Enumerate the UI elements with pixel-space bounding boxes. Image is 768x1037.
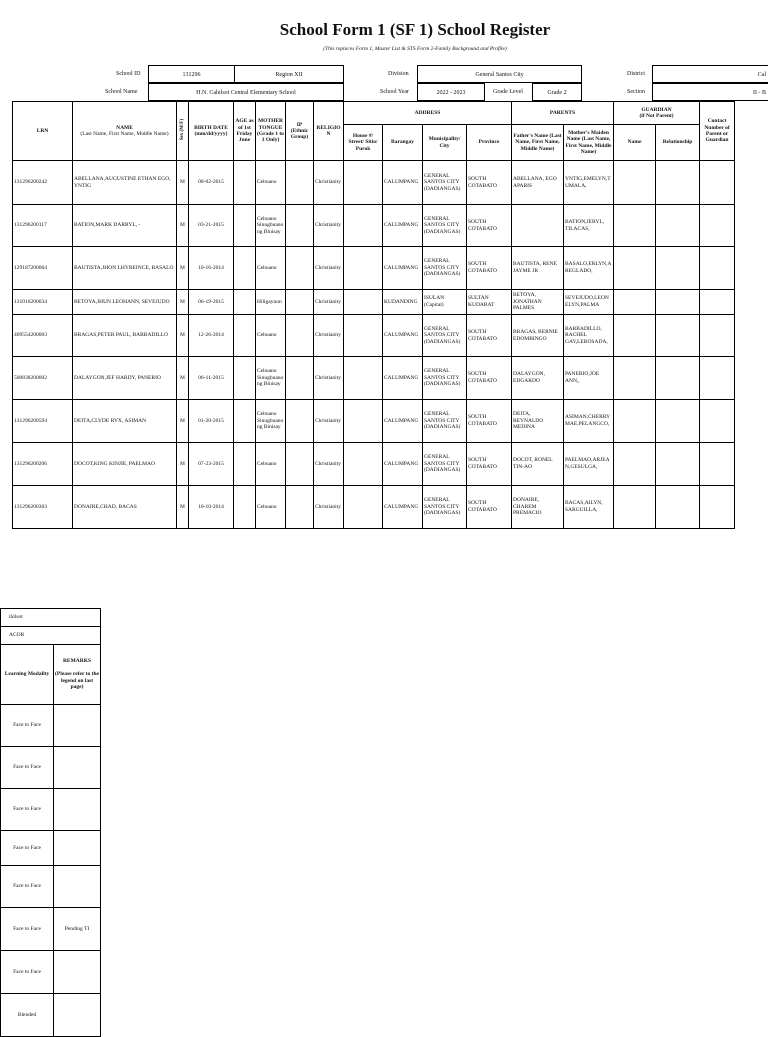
- contact-cell: [700, 443, 735, 486]
- student-row: [13, 486, 735, 529]
- birth-date-cell: 08-02-2015: [189, 161, 234, 205]
- section-label: Section: [627, 89, 645, 95]
- school-id-label: School ID: [116, 71, 141, 77]
- ip-cell: [286, 486, 314, 529]
- modality-row: [1, 951, 101, 994]
- lrn-header: LRN: [13, 102, 73, 161]
- mother-tongue-cell: Cebuano: [256, 161, 286, 205]
- ip-cell: [286, 400, 314, 443]
- religion-cell: Christianity: [314, 290, 344, 315]
- province-cell: SOUTH COTABATO: [467, 486, 512, 529]
- modality-cell: Blended: [1, 994, 54, 1037]
- mother-cell: BATION,JERYL, TILACAS,: [564, 205, 614, 247]
- school-name-label: School Name: [105, 89, 138, 95]
- mother-tongue-cell: Cebuano Sinugbuanong Binisay: [256, 357, 286, 400]
- student-row: [13, 247, 735, 290]
- province-cell: SOUTH COTABATO: [467, 357, 512, 400]
- modality-cell: Face to Face: [1, 831, 54, 866]
- name-cell: BETOYA,JHUN LEOHANN, SEVEJUDO: [73, 290, 177, 315]
- barangay-cell: CALUMPANG: [383, 443, 423, 486]
- religion-cell: Christianity: [314, 357, 344, 400]
- modality-cell: Face to Face: [1, 789, 54, 831]
- guardian-name-cell: [614, 315, 656, 357]
- ip-cell: [286, 205, 314, 247]
- grade-level-field: Grade 2: [532, 83, 582, 101]
- grade-level-label: Grade Level: [493, 89, 523, 95]
- province-cell: SULTAN KUDARAT: [467, 290, 512, 315]
- contact-cell: [700, 357, 735, 400]
- guardian-name-cell: [614, 443, 656, 486]
- mother-cell: YNTIG,EMELYN,TUMALA,: [564, 161, 614, 205]
- religion-cell: Christianity: [314, 400, 344, 443]
- name-cell: BAUTISTA,JHON LHYREINCE, BASALO: [73, 247, 177, 290]
- region-field: Region XII: [234, 65, 344, 83]
- remarks-panel: [0, 608, 101, 1037]
- remarks-cell: [54, 951, 101, 994]
- remarks-cell: [54, 994, 101, 1037]
- sex-cell: M: [177, 161, 189, 205]
- municipality-cell: GENERAL SANTOS CITY (DADIANGAS): [423, 400, 467, 443]
- ip-cell: [286, 290, 314, 315]
- father-cell: BAUTISTA, RENE JAYME JR: [512, 247, 564, 290]
- father-cell: BRAGAS, BERNIE EDOMBINGO: [512, 315, 564, 357]
- guardian-name-header: Name: [614, 125, 656, 161]
- house-cell: [344, 400, 383, 443]
- religion-header: RELIGION: [314, 102, 344, 161]
- student-row: [13, 400, 735, 443]
- birth-date-cell: 06-19-2015: [189, 290, 234, 315]
- mother-cell: BASALO,ERLYN,AREGLADO,: [564, 247, 614, 290]
- contact-cell: [700, 161, 735, 205]
- house-cell: [344, 486, 383, 529]
- guardian-name-cell: [614, 486, 656, 529]
- relationship-cell: [656, 161, 700, 205]
- sex-header: Sex (M/F): [177, 102, 189, 161]
- house-cell: [344, 290, 383, 315]
- relationship-cell: [656, 247, 700, 290]
- age-cell: [234, 400, 256, 443]
- relationship-cell: [656, 290, 700, 315]
- address-header: ADDRESS: [344, 102, 512, 125]
- age-cell: [234, 205, 256, 247]
- guardian-name-cell: [614, 161, 656, 205]
- house-cell: [344, 357, 383, 400]
- lrn-cell: 500838200002: [13, 357, 73, 400]
- lrn-cell: 409554200003: [13, 315, 73, 357]
- mother-cell: BACAS,AILYN, SARGUILLA,: [564, 486, 614, 529]
- lrn-cell: 131016200034: [13, 290, 73, 315]
- religion-cell: Christianity: [314, 315, 344, 357]
- municipality-cell: GENERAL SANTOS CITY (DADIANGAS): [423, 161, 467, 205]
- name-cell: DEITA,CLYDE RYX, ASIMAN: [73, 400, 177, 443]
- modality-cell: Face to Face: [1, 951, 54, 994]
- barangay-cell: CALUMPANG: [383, 205, 423, 247]
- age-cell: [234, 486, 256, 529]
- birth-date-cell: 01-20-2015: [189, 400, 234, 443]
- modality-cell: Face to Face: [1, 908, 54, 951]
- mother-cell: ASIMAN,CHERRY MAE,PELANGCO,: [564, 400, 614, 443]
- remarks-cell: [54, 789, 101, 831]
- age-cell: [234, 315, 256, 357]
- student-row: [13, 357, 735, 400]
- modality-cell: Face to Face: [1, 747, 54, 789]
- panel-line-1: ihilsot: [1, 609, 101, 627]
- house-cell: [344, 315, 383, 357]
- barangay-cell: CALUMPANG: [383, 161, 423, 205]
- ip-cell: [286, 247, 314, 290]
- mother-tongue-cell: Hiligaynon: [256, 290, 286, 315]
- student-row: [13, 290, 735, 315]
- modality-row: [1, 994, 101, 1037]
- contact-cell: [700, 315, 735, 357]
- relationship-cell: [656, 486, 700, 529]
- modality-row: [1, 866, 101, 908]
- mother-tongue-cell: Cebuano: [256, 443, 286, 486]
- barangay-cell: CALUMPANG: [383, 486, 423, 529]
- remarks-cell: [54, 705, 101, 747]
- municipality-cell: ISULAN (Capital): [423, 290, 467, 315]
- contact-cell: [700, 486, 735, 529]
- parents-header: PARENTS: [512, 102, 614, 125]
- municipality-cell: GENERAL SANTOS CITY (DADIANGAS): [423, 247, 467, 290]
- form-subtitle: (This replaces Form 1, Master List & STS Form 2-Family Background and Profile): [323, 46, 507, 52]
- modality-cell: Face to Face: [1, 705, 54, 747]
- name-cell: BRAGAS,PETER PAUL, BARBADILLO: [73, 315, 177, 357]
- name-cell: ABELLANA,AUGUSTINE ETHAN EGO, YNTIG: [73, 161, 177, 205]
- contact-cell: [700, 247, 735, 290]
- province-cell: SOUTH COTABATO: [467, 400, 512, 443]
- division-label: Division: [388, 71, 409, 77]
- sex-cell: M: [177, 315, 189, 357]
- mother-cell: PANERIO,JOE ANN,,: [564, 357, 614, 400]
- lrn-cell: 131296200117: [13, 205, 73, 247]
- district-label: District: [627, 71, 645, 77]
- religion-cell: Christianity: [314, 247, 344, 290]
- lrn-cell: 131296200242: [13, 161, 73, 205]
- religion-cell: Christianity: [314, 205, 344, 247]
- remarks-header: REMARKS (Please refer to the legend on last page): [54, 645, 101, 705]
- contact-header: Contact Number of Parent or Guardian: [700, 102, 735, 161]
- sex-cell: M: [177, 247, 189, 290]
- guardian-header: GUARDIAN (if Not Parent): [614, 102, 700, 125]
- sex-cell: M: [177, 357, 189, 400]
- register-table: [12, 101, 735, 529]
- ip-cell: [286, 357, 314, 400]
- division-field: General Santos City: [417, 65, 582, 83]
- age-cell: [234, 247, 256, 290]
- name-header: NAME (Last Name, First Name, Middle Name): [73, 102, 177, 161]
- name-cell: DOCOT,KING KINJIE, PAELMAO: [73, 443, 177, 486]
- birth-date-cell: 07-23-2015: [189, 443, 234, 486]
- mother-cell: PAELMAO,ARJEAN,GESULGA,: [564, 443, 614, 486]
- relationship-cell: [656, 443, 700, 486]
- age-header: AGE as of 1st Friday June: [234, 102, 256, 161]
- school-name-field: H.N. Cahilsot Central Elementary School: [148, 83, 344, 101]
- modality-row: [1, 705, 101, 747]
- district-field: Cal: [652, 65, 768, 83]
- province-header: Province: [467, 125, 512, 161]
- mother-header: Mother's Maiden Name (Last Name, First Name, Middle Name): [564, 125, 614, 161]
- section-field: II - B: [652, 83, 768, 101]
- mother-tongue-cell: Cebuano Sinugbuanong Binisay: [256, 400, 286, 443]
- modality-row: [1, 789, 101, 831]
- father-cell: DEITA, REYNALDO MEDINA: [512, 400, 564, 443]
- municipality-cell: GENERAL SANTOS CITY (DADIANGAS): [423, 486, 467, 529]
- province-cell: SOUTH COTABATO: [467, 247, 512, 290]
- municipality-cell: GENERAL SANTOS CITY (DADIANGAS): [423, 315, 467, 357]
- barangay-cell: KUDANDING: [383, 290, 423, 315]
- relationship-cell: [656, 400, 700, 443]
- learning-modality-header: Learning Modality: [1, 645, 54, 705]
- student-row: [13, 443, 735, 486]
- guardian-name-cell: [614, 205, 656, 247]
- religion-cell: Christianity: [314, 486, 344, 529]
- lrn-cell: 131296200206: [13, 443, 73, 486]
- mother-tongue-cell: Cebuano: [256, 247, 286, 290]
- guardian-name-cell: [614, 357, 656, 400]
- mother-tongue-cell: Cebuano: [256, 486, 286, 529]
- mother-cell: SEVEJUDO,LEONELYN,PALMA: [564, 290, 614, 315]
- name-cell: DONAIRE,CHAD, BACAS: [73, 486, 177, 529]
- mother-tongue-cell: Cebuano: [256, 315, 286, 357]
- student-rows: [13, 161, 735, 529]
- lrn-cell: 131296200594: [13, 400, 73, 443]
- mother-tongue-cell: Cebuano Sinugbuanong Binisay: [256, 205, 286, 247]
- barangay-cell: CALUMPANG: [383, 357, 423, 400]
- religion-cell: Christianity: [314, 161, 344, 205]
- ip-cell: [286, 315, 314, 357]
- guardian-name-cell: [614, 400, 656, 443]
- house-cell: [344, 443, 383, 486]
- house-cell: [344, 247, 383, 290]
- birth-date-cell: 06-11-2015: [189, 357, 234, 400]
- province-cell: SOUTH COTABATO: [467, 315, 512, 357]
- house-header: House #/ Street/ Sitio/ Purok: [344, 125, 383, 161]
- student-row: [13, 315, 735, 357]
- father-cell: ABELLANA, EGO APARIS: [512, 161, 564, 205]
- contact-cell: [700, 205, 735, 247]
- ip-header: IP (Ethnic Group): [286, 102, 314, 161]
- sex-cell: M: [177, 205, 189, 247]
- barangay-cell: CALUMPANG: [383, 315, 423, 357]
- barangay-cell: CALUMPANG: [383, 247, 423, 290]
- student-row: [13, 161, 735, 205]
- relationship-header: Relationship: [656, 125, 700, 161]
- contact-cell: [700, 290, 735, 315]
- panel-line-2: ACOR: [1, 627, 101, 645]
- mother-cell: BARBADILLO, RACHEL GAY,LEBOSADA,: [564, 315, 614, 357]
- age-cell: [234, 443, 256, 486]
- contact-cell: [700, 400, 735, 443]
- student-row: [13, 205, 735, 247]
- school-id-field: 131296: [148, 65, 235, 83]
- municipality-cell: GENERAL SANTOS CITY (DADIANGAS): [423, 443, 467, 486]
- name-cell: DALAYGON,JEF HARDY, PANERIO: [73, 357, 177, 400]
- relationship-cell: [656, 315, 700, 357]
- province-cell: SOUTH COTABATO: [467, 161, 512, 205]
- school-year-field: 2022 - 2023: [417, 83, 485, 101]
- father-cell: [512, 205, 564, 247]
- remarks-cell: [54, 747, 101, 789]
- school-year-label: School Year: [380, 89, 410, 95]
- relationship-cell: [656, 357, 700, 400]
- religion-cell: Christianity: [314, 443, 344, 486]
- sex-cell: M: [177, 443, 189, 486]
- father-cell: DOCOT, RONEL TIN-AO: [512, 443, 564, 486]
- sex-cell: M: [177, 290, 189, 315]
- relationship-cell: [656, 205, 700, 247]
- birth-date-cell: 10-10-2014: [189, 486, 234, 529]
- father-cell: DALAYGON, EDGARDO: [512, 357, 564, 400]
- father-cell: DONAIRE, CHAREM PREMACIO: [512, 486, 564, 529]
- guardian-name-cell: [614, 290, 656, 315]
- form-title: School Form 1 (SF 1) School Register: [279, 20, 551, 39]
- municipality-cell: GENERAL SANTOS CITY (DADIANGAS): [423, 205, 467, 247]
- ip-cell: [286, 443, 314, 486]
- birth-date-cell: 10-16-2014: [189, 247, 234, 290]
- sex-cell: M: [177, 400, 189, 443]
- school-info: [0, 0, 768, 110]
- remarks-cell: [54, 831, 101, 866]
- ip-cell: [286, 161, 314, 205]
- barangay-cell: CALUMPANG: [383, 400, 423, 443]
- modality-cell: Face to Face: [1, 866, 54, 908]
- municipality-header: Municipality/ City: [423, 125, 467, 161]
- house-cell: [344, 205, 383, 247]
- age-cell: [234, 357, 256, 400]
- modality-row: [1, 908, 101, 951]
- province-cell: SOUTH COTABATO: [467, 443, 512, 486]
- lrn-cell: 129187200064: [13, 247, 73, 290]
- name-cell: BATION,MARK DARRYL, -: [73, 205, 177, 247]
- modality-row: [1, 831, 101, 866]
- remarks-cell: [54, 866, 101, 908]
- age-cell: [234, 290, 256, 315]
- birth-date-cell: 12-26-2014: [189, 315, 234, 357]
- father-cell: BETOYA, JONATHAN PALMES: [512, 290, 564, 315]
- remarks-cell: Pending TI: [54, 908, 101, 951]
- sex-cell: M: [177, 486, 189, 529]
- modality-row: [1, 747, 101, 789]
- age-cell: [234, 161, 256, 205]
- barangay-header: Barangay: [383, 125, 423, 161]
- lrn-cell: 131296200303: [13, 486, 73, 529]
- birth-date-cell: 03-21-2015: [189, 205, 234, 247]
- father-header: Father's Name (Last Name, First Name, Middle Name): [512, 125, 564, 161]
- municipality-cell: GENERAL SANTOS CITY (DADIANGAS): [423, 357, 467, 400]
- house-cell: [344, 161, 383, 205]
- mother-tongue-header: MOTHER TONGUE (Grade 1 to 3 Only): [256, 102, 286, 161]
- birth-date-header: BIRTH DATE (mm/dd/yyyy): [189, 102, 234, 161]
- province-cell: SOUTH COTABATO: [467, 205, 512, 247]
- guardian-name-cell: [614, 247, 656, 290]
